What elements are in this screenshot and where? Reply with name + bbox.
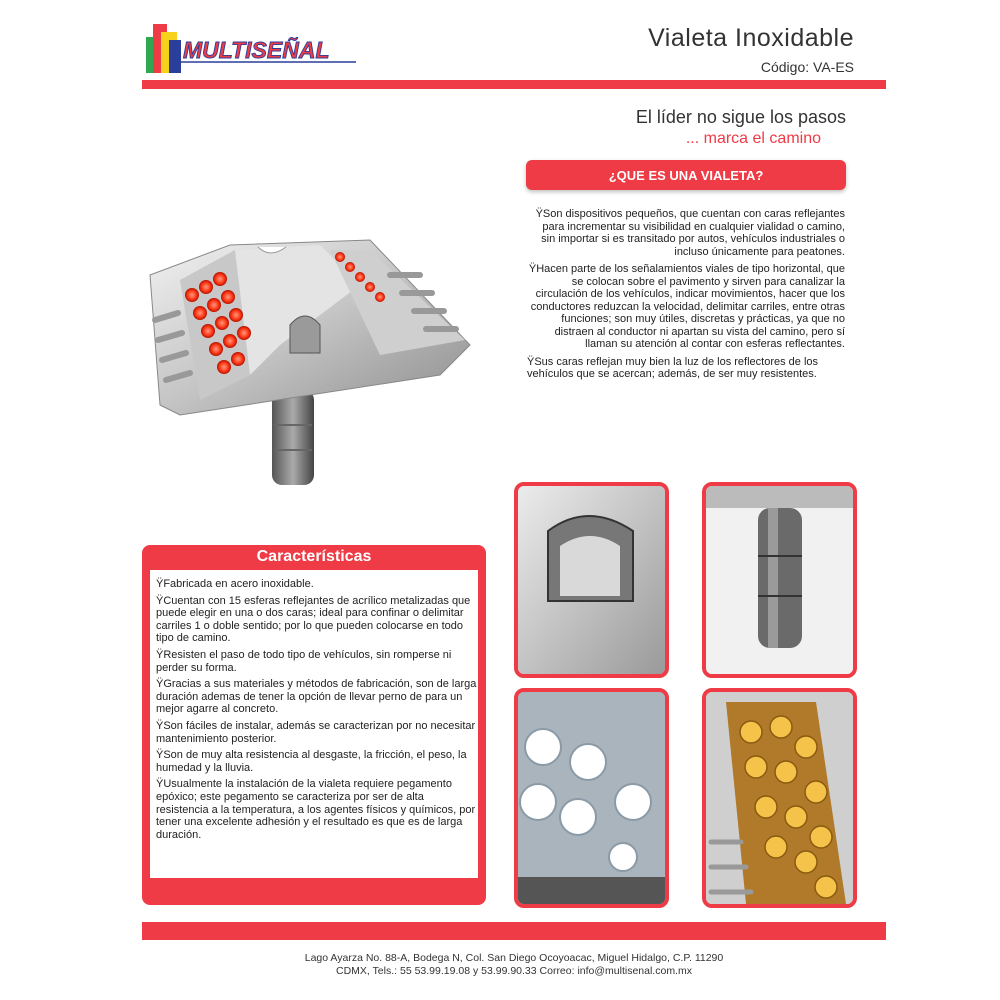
features-list — [156, 578, 478, 845]
product-image — [140, 225, 490, 495]
page-title: Vialeta Inoxidable — [648, 24, 854, 52]
header-divider — [142, 80, 886, 89]
brand-name: MULTISEÑAL — [183, 37, 330, 63]
feature-item: ŸCuentan con 15 esferas reflejantes de acrílico metalizadas que puede elegir en una o dos caras; ideal para confinar o delimitar carriles 1 o doble sentido; por lo que pueden colocarse en todo tipo de camino. — [156, 594, 471, 645]
footer-address: Lago Ayarza No. 88-A, Bodega N, Col. San Diego Ocoyoacac, Miguel Hidalgo, C.P. 11290 — [304, 952, 724, 964]
slogan-line-2: ... marca el camino — [685, 130, 821, 147]
feature-item: ŸFabricada en acero inoxidable. — [156, 578, 314, 590]
feature-item: ŸSon fáciles de instalar, además se caracterizan por no necesitar mantenimiento posterior. — [156, 719, 476, 745]
feature-item: ŸResisten el paso de todo tipo de vehículos, sin romperse ni perder su forma. — [156, 648, 452, 674]
detail-photo-amber-reflectors — [702, 688, 857, 908]
product-code: Código: VA-ES — [760, 59, 854, 75]
slogan-line-1: El líder no sigue los pasos — [635, 107, 846, 127]
detail-photo-pin — [702, 482, 857, 678]
footer-contact: CDMX, Tels.: 55 53.99.19.08 y 53.99.90.33 Correo: info@multisenal.com.mx — [336, 965, 692, 977]
footer-divider — [142, 922, 886, 940]
what-is-paragraph: ŸSon dispositivos pequeños, que cuentan con caras reflejantes para incrementar su visibilidad en cualquier vialidad o camino, sin importar si es transitado por autos, vehículos industriales o incluso únicamente para peatones. — [535, 208, 845, 258]
detail-photo-handle — [514, 482, 669, 678]
detail-photo-white-reflectors — [514, 688, 669, 908]
feature-item: ŸGracias a sus materiales y métodos de fabricación, son de larga duración ademas de tener la opción de llevar perno de para un mejor agarre al concreto. — [156, 678, 477, 716]
what-is-paragraph: ŸHacen parte de los señalamientos viales de tipo horizontal, que se colocan sobre el pavimento y sirven para canalizar la circulación de los vehículos, indicar movimientos, hacer que los conductores reduzcan la velocidad, delimitar carriles, entre otras funciones; son muy útiles, discretas y prácticas, ya que no distraen al conductor ni apartan su vista del camino, pero sí llaman su atención al contar con esferas reflectantes. — [528, 263, 845, 350]
what-is-heading: ¿QUE ES UNA VIALETA? — [526, 160, 846, 190]
features-heading: Características — [256, 548, 372, 565]
feature-item: ŸUsualmente la instalación de la vialeta requiere pegamento epóxico; este pegamento se caracteriza por ser de alta resistencia a la temperatura, a los agentes físicos y químicos, por tener una excelente adhesión y el resultado es que es de larga duración. — [156, 778, 476, 841]
brand-logo — [143, 22, 358, 77]
what-is-paragraph: ŸSus caras reflejan muy bien la luz de los reflectores de los vehículos que se acercan; además, de ser muy resistentes. — [527, 355, 819, 380]
feature-item: ŸSon de muy alta resistencia al desgaste, la fricción, el peso, la humedad y la lluvia. — [156, 749, 467, 774]
what-is-text — [527, 208, 845, 386]
